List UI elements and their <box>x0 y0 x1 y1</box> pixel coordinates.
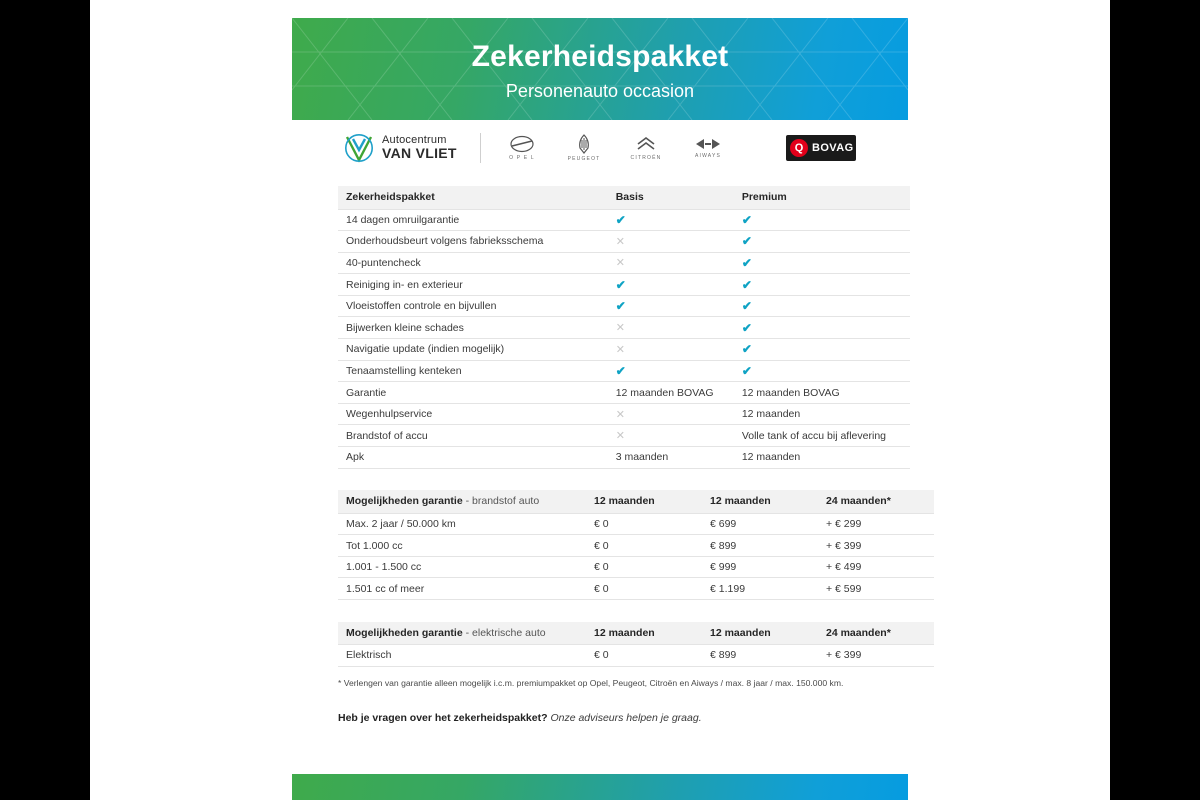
row-c1: € 0 <box>586 645 702 667</box>
row-label: Max. 2 jaar / 50.000 km <box>338 513 586 535</box>
cross-icon: ✕ <box>615 430 625 443</box>
header-fuel-strong: Mogelijkheden garantie <box>346 495 463 508</box>
footnote: * Verlengen van garantie alleen mogelijk i.c.m. premiumpakket op Opel, Peugeot, Citroën en Aiways / max. 8 jaar / max. 150.000 km. <box>338 677 844 688</box>
header-fuel-c2: 12 maanden <box>702 490 818 513</box>
cell-text: 3 maanden <box>615 451 669 464</box>
row-basis <box>608 209 734 231</box>
table-row <box>338 403 910 425</box>
make-citroen <box>626 135 666 161</box>
row-c2: € 899 <box>702 535 818 557</box>
table-row <box>338 578 934 600</box>
logo-row <box>292 130 908 176</box>
row-c3: + € 499 <box>818 556 934 578</box>
header-electric-c1: 12 maanden <box>586 622 702 645</box>
row-basis <box>608 425 734 447</box>
table-row <box>338 447 910 469</box>
cta-answer: Onze adviseurs helpen je graag. <box>550 711 702 724</box>
document-page <box>90 0 1110 800</box>
table-fuel-warranty <box>338 490 934 621</box>
table-row <box>338 339 910 361</box>
footer-banner <box>292 774 908 800</box>
dealer-name-line2: VAN VLIET <box>382 145 457 162</box>
row-premium <box>734 447 910 469</box>
make-citroen-caption: CITROËN <box>630 155 662 161</box>
row-feature: 14 dagen omruilgarantie <box>338 209 608 231</box>
table-row <box>338 231 910 253</box>
header-banner <box>292 18 908 120</box>
table-row <box>338 317 910 339</box>
cross-icon: ✕ <box>615 257 625 270</box>
row-c2: € 999 <box>702 556 818 578</box>
row-basis <box>608 274 734 296</box>
table-spacer <box>338 600 934 622</box>
row-premium <box>734 339 910 361</box>
make-aiways <box>688 137 728 159</box>
check-icon: ✔ <box>741 320 752 335</box>
header-basis: Basis <box>608 186 734 209</box>
check-icon: ✔ <box>615 212 626 227</box>
row-label: Tot 1.000 cc <box>338 535 586 557</box>
row-c2: € 699 <box>702 513 818 535</box>
check-icon: ✔ <box>615 363 626 378</box>
row-feature: Wegenhulpservice <box>338 403 608 425</box>
make-aiways-caption: AIWAYS <box>694 153 722 159</box>
row-c3: + € 399 <box>818 645 934 667</box>
table-row <box>338 274 910 296</box>
row-feature: Onderhoudsbeurt volgens fabrieksschema <box>338 231 608 253</box>
row-basis <box>608 403 734 425</box>
header-electric-strong: Mogelijkheden garantie <box>346 626 463 639</box>
header-electric-title <box>338 622 586 645</box>
row-premium <box>734 360 910 382</box>
row-c1: € 0 <box>586 513 702 535</box>
row-feature: Bijwerken kleine schades <box>338 317 608 339</box>
make-opel <box>502 135 542 161</box>
cell-text: Volle tank of accu bij aflevering <box>741 429 886 442</box>
row-label: Elektrisch <box>338 645 586 667</box>
opel-icon <box>509 135 535 153</box>
table-row <box>338 645 934 667</box>
table-row <box>338 425 910 447</box>
row-feature: Navigatie update (indien mogelijk) <box>338 339 608 361</box>
make-peugeot <box>564 134 604 162</box>
row-c1: € 0 <box>586 535 702 557</box>
row-label: 1.001 - 1.500 cc <box>338 556 586 578</box>
check-icon: ✔ <box>741 212 752 227</box>
header-fuel-light: - brandstof auto <box>462 495 540 508</box>
dealer-name-line1: Autocentrum <box>382 133 447 146</box>
make-peugeot-caption: PEUGEOT <box>567 156 601 162</box>
header-fuel-c3: 24 maanden* <box>818 490 934 513</box>
citroen-icon <box>634 135 658 153</box>
row-premium <box>734 252 910 274</box>
row-feature: Brandstof of accu <box>338 425 608 447</box>
cross-icon: ✕ <box>615 235 625 248</box>
check-icon: ✔ <box>741 234 752 249</box>
row-feature: Tenaamstelling kenteken <box>338 360 608 382</box>
van-vliet-mark-icon <box>344 133 374 163</box>
table-row <box>338 209 910 231</box>
row-feature: Apk <box>338 447 608 469</box>
row-premium <box>734 209 910 231</box>
header-fuel-c1: 12 maanden <box>586 490 702 513</box>
row-c3: + € 299 <box>818 513 934 535</box>
table-row <box>338 513 934 535</box>
header-electric-c2: 12 maanden <box>702 622 818 645</box>
check-icon: ✔ <box>615 277 626 292</box>
table-spacer <box>338 468 910 490</box>
cell-text: 12 maanden <box>741 408 801 421</box>
check-icon: ✔ <box>741 342 752 357</box>
bovag-label: BOVAG <box>812 142 854 154</box>
row-basis <box>608 317 734 339</box>
row-feature: 40-puntencheck <box>338 252 608 274</box>
row-c2: € 1.199 <box>702 578 818 600</box>
table-electric-header-row <box>338 622 934 645</box>
row-premium <box>734 403 910 425</box>
cross-icon: ✕ <box>615 322 625 335</box>
table-row <box>338 535 934 557</box>
make-opel-caption: O P E L <box>509 155 535 161</box>
header-fuel-title <box>338 490 586 513</box>
table-row <box>338 382 910 404</box>
header-electric-light: - elektrische auto <box>462 626 546 639</box>
row-c3: + € 399 <box>818 535 934 557</box>
row-c3: + € 599 <box>818 578 934 600</box>
row-basis <box>608 295 734 317</box>
row-basis <box>608 339 734 361</box>
row-premium <box>734 274 910 296</box>
bovag-mark-icon: Q <box>790 139 808 157</box>
header-electric-c3: 24 maanden* <box>818 622 934 645</box>
table-row <box>338 295 910 317</box>
row-basis <box>608 382 734 404</box>
table-main-header-row <box>338 186 910 209</box>
row-feature: Vloeistoffen controle en bijvullen <box>338 295 608 317</box>
row-label: 1.501 cc of meer <box>338 578 586 600</box>
header-premium: Premium <box>734 186 910 209</box>
row-basis <box>608 447 734 469</box>
header-feature: Zekerheidspakket <box>338 186 608 209</box>
cell-text: 12 maanden BOVAG <box>741 386 840 399</box>
row-feature: Garantie <box>338 382 608 404</box>
cta-line <box>338 712 908 724</box>
row-feature: Reiniging in- en exterieur <box>338 274 608 296</box>
row-basis <box>608 231 734 253</box>
row-c1: € 0 <box>586 578 702 600</box>
row-premium <box>734 295 910 317</box>
row-c1: € 0 <box>586 556 702 578</box>
cross-icon: ✕ <box>615 343 625 356</box>
row-basis <box>608 252 734 274</box>
table-row <box>338 360 910 382</box>
aiways-icon <box>695 137 721 151</box>
logo-divider <box>480 133 481 163</box>
table-main <box>338 186 910 490</box>
cta-question: Heb je vragen over het zekerheidspakket? <box>338 711 548 724</box>
check-icon: ✔ <box>741 255 752 270</box>
cross-icon: ✕ <box>615 408 625 421</box>
make-logos <box>502 134 728 162</box>
row-c2: € 899 <box>702 645 818 667</box>
tables-area <box>292 186 908 724</box>
table-row <box>338 252 910 274</box>
row-premium <box>734 317 910 339</box>
row-premium <box>734 382 910 404</box>
table-row <box>338 556 934 578</box>
row-premium <box>734 231 910 253</box>
check-icon: ✔ <box>741 363 752 378</box>
cell-text: 12 maanden <box>741 451 801 464</box>
check-icon: ✔ <box>741 299 752 314</box>
bovag-badge <box>786 135 856 161</box>
banner-title: Zekerheidspakket <box>471 40 729 73</box>
check-icon: ✔ <box>741 277 752 292</box>
table-electric-warranty <box>338 622 934 667</box>
check-icon: ✔ <box>615 299 626 314</box>
dealer-logo <box>344 133 457 163</box>
row-basis <box>608 360 734 382</box>
table-fuel-header-row <box>338 490 934 513</box>
banner-subtitle: Personenauto occasion <box>505 81 695 101</box>
row-premium <box>734 425 910 447</box>
peugeot-icon <box>574 134 594 154</box>
cell-text: 12 maanden BOVAG <box>615 386 714 399</box>
